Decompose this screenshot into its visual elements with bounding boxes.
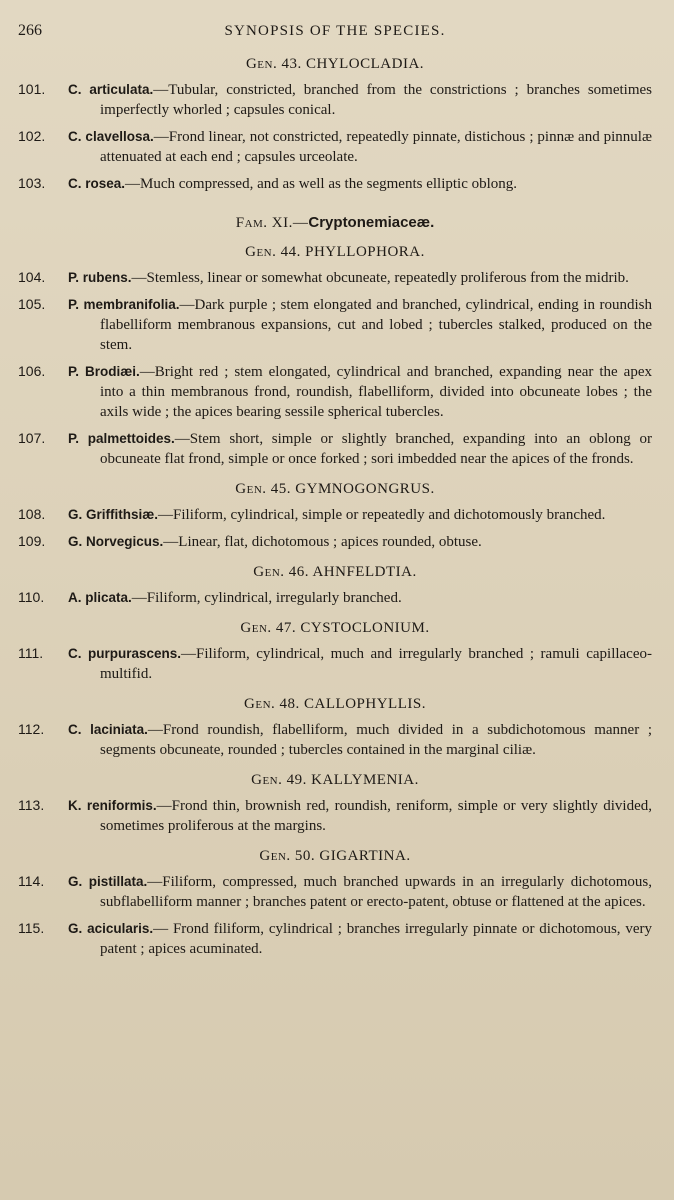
genus-heading bbox=[18, 564, 652, 581]
species-description: —Dark purple ; stem elongated and branched, cylindrical, ending in roundish flabelliform membranous expansions, cut and lobed ; tubercles stalked, produced on the stem. bbox=[100, 297, 652, 353]
species-number: 103. bbox=[18, 175, 46, 191]
species-entry bbox=[18, 173, 652, 194]
genus-prefix: Gen. bbox=[245, 56, 278, 72]
species-number: 109. bbox=[18, 533, 46, 549]
species-number: 102. bbox=[18, 128, 46, 144]
running-title: SYNOPSIS OF THE SPECIES. bbox=[224, 23, 446, 39]
genus-prefix: Gen. bbox=[253, 564, 285, 580]
species-entry bbox=[18, 795, 652, 836]
species-description: —Much compressed, and as well as the segments elliptic oblong. bbox=[125, 176, 518, 192]
species-number: 101. bbox=[18, 81, 46, 97]
genus-label: 50. GIGARTINA. bbox=[294, 848, 411, 864]
species-entry bbox=[18, 267, 652, 288]
species-number: 115. bbox=[18, 920, 45, 936]
species-description: —Filiform, compressed, much branched upwards in an irregularly dichotomous, subflabelliform manner ; branches patent or erecto-patent, obtuse or flattened at the apices. bbox=[100, 874, 652, 910]
species-description: —Filiform, cylindrical, irregularly branched. bbox=[131, 590, 402, 606]
species-name: C. laciniata. bbox=[68, 722, 148, 737]
genus-prefix: Gen. bbox=[259, 848, 291, 864]
genus-label: 49. KALLYMENIA. bbox=[286, 772, 419, 788]
species-description: —Stem short, simple or slightly branched, expanding into an oblong or obcuneate flat frond, simple or once forked ; sori imbedded near the apices of the fronds. bbox=[100, 431, 652, 467]
species-number: 104. bbox=[18, 269, 46, 285]
species-name: P. rubens. bbox=[68, 270, 132, 285]
species-name: C. purpurascens. bbox=[68, 646, 182, 661]
genus-prefix: Gen. bbox=[244, 696, 276, 712]
species-number: 110. bbox=[18, 589, 45, 605]
species-name: G. Griffithsiæ. bbox=[68, 507, 159, 522]
species-number: 108. bbox=[18, 506, 46, 522]
species-description: —Filiform, cylindrical, much and irregularly branched ; ramuli capillaceo-multifid. bbox=[100, 646, 652, 682]
species-name: G. Norvegicus. bbox=[68, 534, 164, 549]
genus-prefix: Gen. bbox=[240, 620, 272, 636]
species-name: C. articulata. bbox=[68, 82, 154, 97]
species-description: —Frond roundish, flabelliform, much divided in a subdichotomous manner ; segments obcuneate, rounded ; tubercles contained in the marginal ciliæ. bbox=[100, 722, 652, 758]
species-description: —Linear, flat, dichotomous ; apices rounded, obtuse. bbox=[163, 534, 482, 550]
page-number: 266 bbox=[18, 22, 42, 39]
genus-heading bbox=[18, 56, 652, 73]
species-entry bbox=[18, 871, 652, 912]
species-description: —Tubular, constricted, branched from the constrictions ; branches sometimes imperfectly whorled ; capsules conical. bbox=[100, 82, 652, 118]
species-name: G. pistillata. bbox=[68, 874, 148, 889]
genus-label: 45. GYMNOGONGRUS. bbox=[270, 481, 435, 497]
species-name: P. membranifolia. bbox=[68, 297, 180, 312]
species-entry bbox=[18, 719, 652, 760]
species-entry bbox=[18, 643, 652, 684]
species-entry bbox=[18, 79, 652, 120]
species-number: 107. bbox=[18, 430, 46, 446]
genus-label: 44. PHYLLOPHORA. bbox=[280, 244, 425, 260]
species-entry bbox=[18, 361, 652, 422]
species-number: 106. bbox=[18, 363, 46, 379]
family-heading bbox=[18, 214, 652, 232]
species-entry bbox=[18, 294, 652, 355]
genus-prefix: Gen. bbox=[235, 481, 267, 497]
genus-heading bbox=[18, 244, 652, 261]
species-description: —Filiform, cylindrical, simple or repeatedly and dichotomously branched. bbox=[158, 507, 606, 523]
species-entry bbox=[18, 587, 652, 608]
species-number: 113. bbox=[18, 797, 45, 813]
species-name: G. acicularis. bbox=[68, 921, 154, 936]
species-description: — Frond filiform, cylindrical ; branches irregularly pinnate or dichotomous, very patent ; apices acuminated. bbox=[100, 921, 653, 957]
species-name: C. rosea. bbox=[68, 176, 126, 191]
species-entry bbox=[18, 428, 652, 469]
running-header bbox=[18, 22, 652, 46]
genus-heading bbox=[18, 481, 652, 498]
species-name: P. Brodiæi. bbox=[68, 364, 140, 379]
family-name: Cryptonemiaceæ. bbox=[308, 214, 435, 231]
species-description: —Frond thin, brownish red, roundish, reniform, simple or very slightly divided, sometimes proliferous at the margins. bbox=[100, 798, 652, 834]
genus-label: 47. CYSTOCLONIUM. bbox=[275, 620, 430, 636]
genus-label: 48. CALLOPHYLLIS. bbox=[279, 696, 426, 712]
species-name: K. reniformis. bbox=[68, 798, 157, 813]
synopsis-content bbox=[18, 56, 652, 959]
genus-prefix: Gen. bbox=[245, 244, 277, 260]
species-description: —Stemless, linear or somewhat obcuneate, repeatedly proliferous from the midrib. bbox=[131, 270, 629, 286]
family-prefix: Fam. XI.— bbox=[235, 215, 309, 231]
species-description: —Frond linear, not constricted, repeatedly pinnate, distichous ; pinnæ and pinnulæ attenuated at each end ; capsules urceolate. bbox=[100, 129, 652, 165]
species-entry bbox=[18, 126, 652, 167]
species-number: 111. bbox=[18, 645, 44, 661]
species-name: P. palmettoides. bbox=[68, 431, 175, 446]
genus-label: 46. AHNFELDTIA. bbox=[288, 564, 417, 580]
species-entry bbox=[18, 531, 652, 552]
species-number: 114. bbox=[18, 873, 45, 889]
genus-heading bbox=[18, 620, 652, 637]
genus-heading bbox=[18, 696, 652, 713]
genus-label: 43. CHYLOCLADIA. bbox=[281, 56, 425, 72]
species-description: —Bright red ; stem elongated, cylindrical and branched, expanding near the apex into a thin membranous frond, roundish, flabelliform, divided into obcuneate lobes ; the axils wide ; the apices bearing sessile spherical tubercles. bbox=[100, 364, 652, 420]
species-name: C. clavellosa. bbox=[68, 129, 154, 144]
species-entry bbox=[18, 918, 652, 959]
genus-heading bbox=[18, 772, 652, 789]
species-number: 105. bbox=[18, 296, 46, 312]
genus-prefix: Gen. bbox=[251, 772, 283, 788]
species-entry bbox=[18, 504, 652, 525]
species-number: 112. bbox=[18, 721, 45, 737]
species-name: A. plicata. bbox=[68, 590, 132, 605]
genus-heading bbox=[18, 848, 652, 865]
